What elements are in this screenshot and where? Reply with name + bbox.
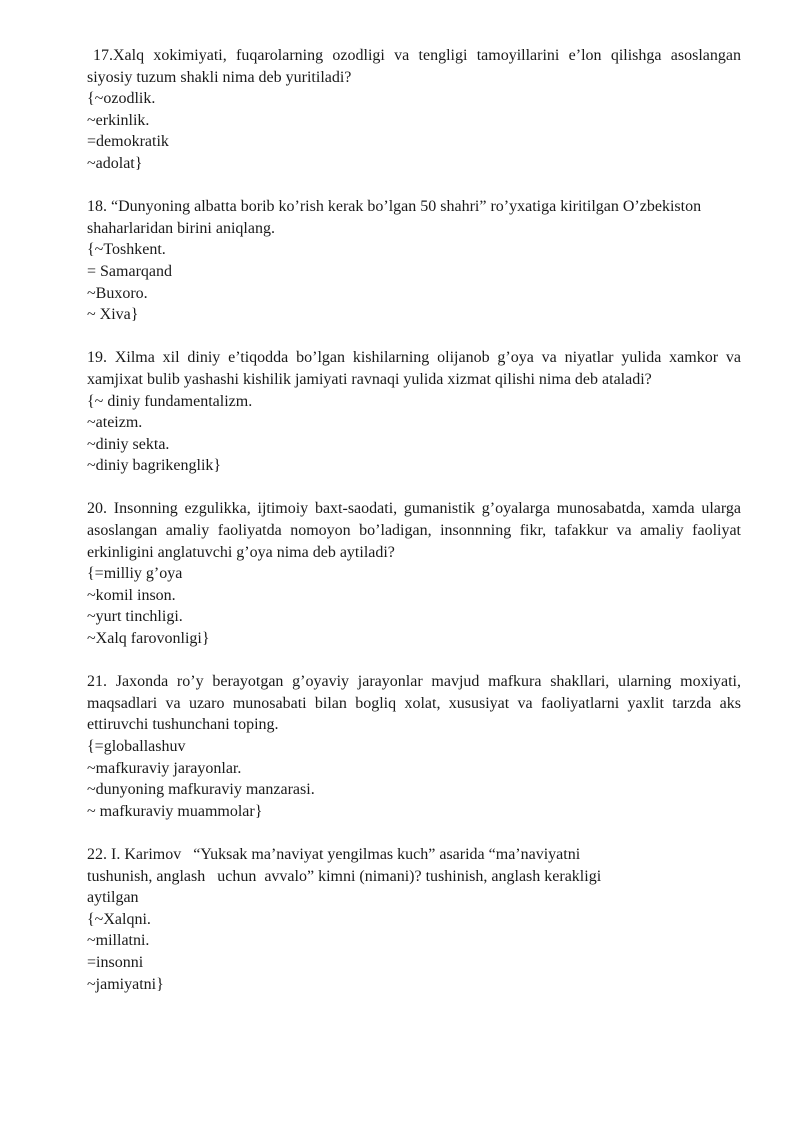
question-20	[87, 498, 741, 649]
question-text: 17.Xalq xokimiyati, fuqarolarning ozodligi va tengligi tamoyillarini e’lon qilishga asoslangan siyosiy tuzum shakli nima deb yuritiladi?	[87, 47, 741, 86]
answer-option: ~jamiyatni}	[87, 975, 164, 993]
question-text: 18. “Dunyoning albatta borib ko’rish kerak bo’lgan 50 shahri” ro’yxatiga kiritilgan O’zbekiston shaharlaridan birini aniqlang.	[87, 198, 702, 237]
question-18	[87, 196, 741, 326]
answer-option: ~ mafkuraviy muammolar}	[87, 802, 263, 820]
answer-option: {~ozodlik.	[87, 90, 156, 108]
question-text-line: 22. I. Karimov “Yuksak ma’naviyat yengilmas kuch” asarida “ma’naviyatni	[87, 845, 581, 863]
answer-option: ~komil inson.	[87, 586, 176, 604]
question-22	[87, 844, 741, 995]
question-text: 20. Insonning ezgulikka, ijtimoiy baxt-saodati, gumanistik g’oyalarga munosabatda, xamda ularga asoslangan amaliy faoliyatda nomoyon bo’ladigan, insonnning fikr, tafakkur va amaliy faoliyat erkinligini anglatuvchi g’oya nima deb aytiladi?	[87, 500, 741, 561]
answer-option: ~ateizm.	[87, 414, 143, 432]
answer-option: {~Toshkent.	[87, 241, 166, 259]
question-21	[87, 671, 741, 822]
question-text-line: aytilgan	[87, 889, 139, 907]
answer-option: ~millatni.	[87, 932, 150, 950]
question-19	[87, 347, 741, 477]
question-text-line: tushunish, anglash uchun avvalo” kimni (nimani)? tushinish, anglash kerakligi	[87, 867, 602, 885]
answer-option: ~erkinlik.	[87, 111, 150, 129]
answer-option: =insonni	[87, 953, 144, 971]
answer-option: =demokratik	[87, 133, 169, 151]
answer-option: ~adolat}	[87, 154, 143, 172]
answer-option: ~mafkuraviy jarayonlar.	[87, 759, 242, 777]
answer-option: = Samarqand	[87, 262, 172, 280]
answer-option: ~Xalq farovonligi}	[87, 630, 210, 648]
answer-option: ~diniy sekta.	[87, 435, 170, 453]
question-text: 21. Jaxonda ro’y berayotgan g’oyaviy jarayonlar mavjud mafkura shakllari, ularning moxiyati, maqsadlari va uzaro munosabati bilan bogliq xolat, xususiyat va faoliyatlarni yaxlit tarzda aks ettiruvchi tushunchani toping.	[87, 673, 741, 734]
answer-option: {=globallashuv	[87, 738, 186, 755]
question-text: 19. Xilma xil diniy e’tiqodda bo’lgan kishilarning olijanob g’oya va niyatlar yulida xamkor va xamjixat bulib yashashi kishilik jamiyati ravnaqi yulida xizmat qilishi nima deb ataladi?	[87, 349, 741, 388]
answer-option: ~yurt tinchligi.	[87, 608, 183, 626]
answer-option: ~dunyoning mafkuraviy manzarasi.	[87, 781, 315, 799]
answer-option: {~Xalqni.	[87, 910, 151, 928]
question-17	[87, 45, 741, 175]
answer-option: ~diniy bagrikenglik}	[87, 457, 222, 475]
answer-option: ~ Xiva}	[87, 306, 139, 324]
answer-option: {~ diniy fundamentalizm.	[87, 392, 253, 410]
answer-option: ~Buxoro.	[87, 284, 148, 302]
answer-option: {=milliy g’oya	[87, 565, 183, 583]
document-page	[87, 45, 741, 1017]
